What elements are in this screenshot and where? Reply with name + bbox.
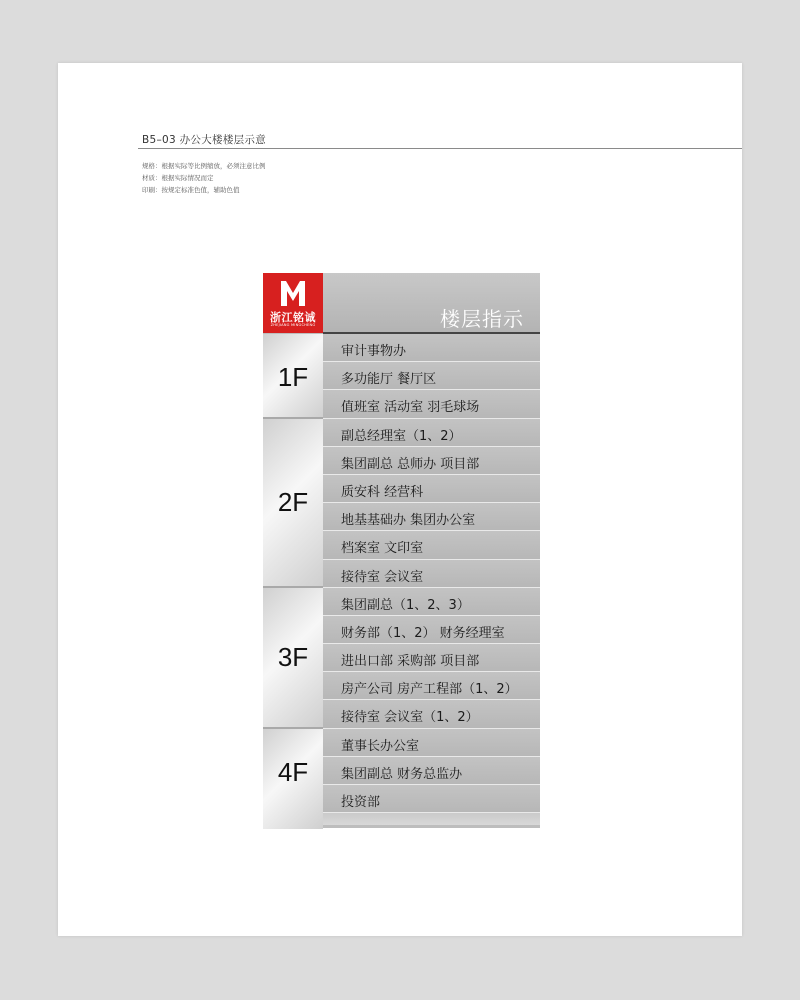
spec-notes	[142, 160, 266, 196]
spec-print: 印刷：按规定标准色值，辅助色值	[142, 186, 240, 194]
list-item: 集团副总 财务总监办	[323, 757, 540, 785]
logo-english-name: ZHEJIANG MINGCHENG	[270, 323, 316, 327]
list-item: 多功能厅 餐厅区	[323, 362, 540, 390]
list-item: 地基基础办 集团办公室	[323, 503, 540, 531]
list-item: 投资部	[323, 785, 540, 813]
header-divider	[138, 148, 742, 149]
spec-size: 规格：根据实际等比例缩放，必须注意比例	[142, 162, 266, 170]
list-item: 进出口部 采购部 项目部	[323, 644, 540, 672]
floor-label-1f: 1F	[263, 334, 323, 419]
list-item: 房产公司 房产工程部（1、2）	[323, 672, 540, 700]
spec-material: 材质：根据实际情况而定	[142, 174, 214, 182]
list-item: 财务部（1、2） 财务经理室	[323, 616, 540, 644]
directory-rows	[323, 334, 540, 825]
logo-chinese-name: 浙江铭诚	[270, 311, 316, 324]
list-item: 接待室 会议室（1、2）	[323, 700, 540, 728]
floor-directory-sign	[263, 273, 540, 828]
list-item: 集团副总（1、2、3）	[323, 588, 540, 616]
list-item: 接待室 会议室	[323, 560, 540, 588]
sign-bottom-edge	[323, 813, 540, 825]
list-item: 董事长办公室	[323, 729, 540, 757]
list-item: 集团副总 总师办 项目部	[323, 447, 540, 475]
floor-label-3f: 3F	[263, 588, 323, 729]
sign-title-band	[323, 273, 540, 333]
company-logo	[263, 273, 323, 333]
list-item: 审计事物办	[323, 334, 540, 362]
document-sheet	[58, 63, 742, 936]
floor-label-4f: 4F	[263, 729, 323, 829]
list-item: 档案室 文印室	[323, 531, 540, 559]
list-item: 副总经理室（1、2）	[323, 419, 540, 447]
floor-label-2f: 2F	[263, 419, 323, 588]
list-item: 质安科 经营科	[323, 475, 540, 503]
document-title: B5–03 办公大楼楼层示意	[142, 134, 267, 146]
sign-title: 楼层指示	[440, 307, 524, 331]
list-item: 值班室 活动室 羽毛球场	[323, 390, 540, 418]
mingcheng-logo-icon	[280, 279, 306, 307]
